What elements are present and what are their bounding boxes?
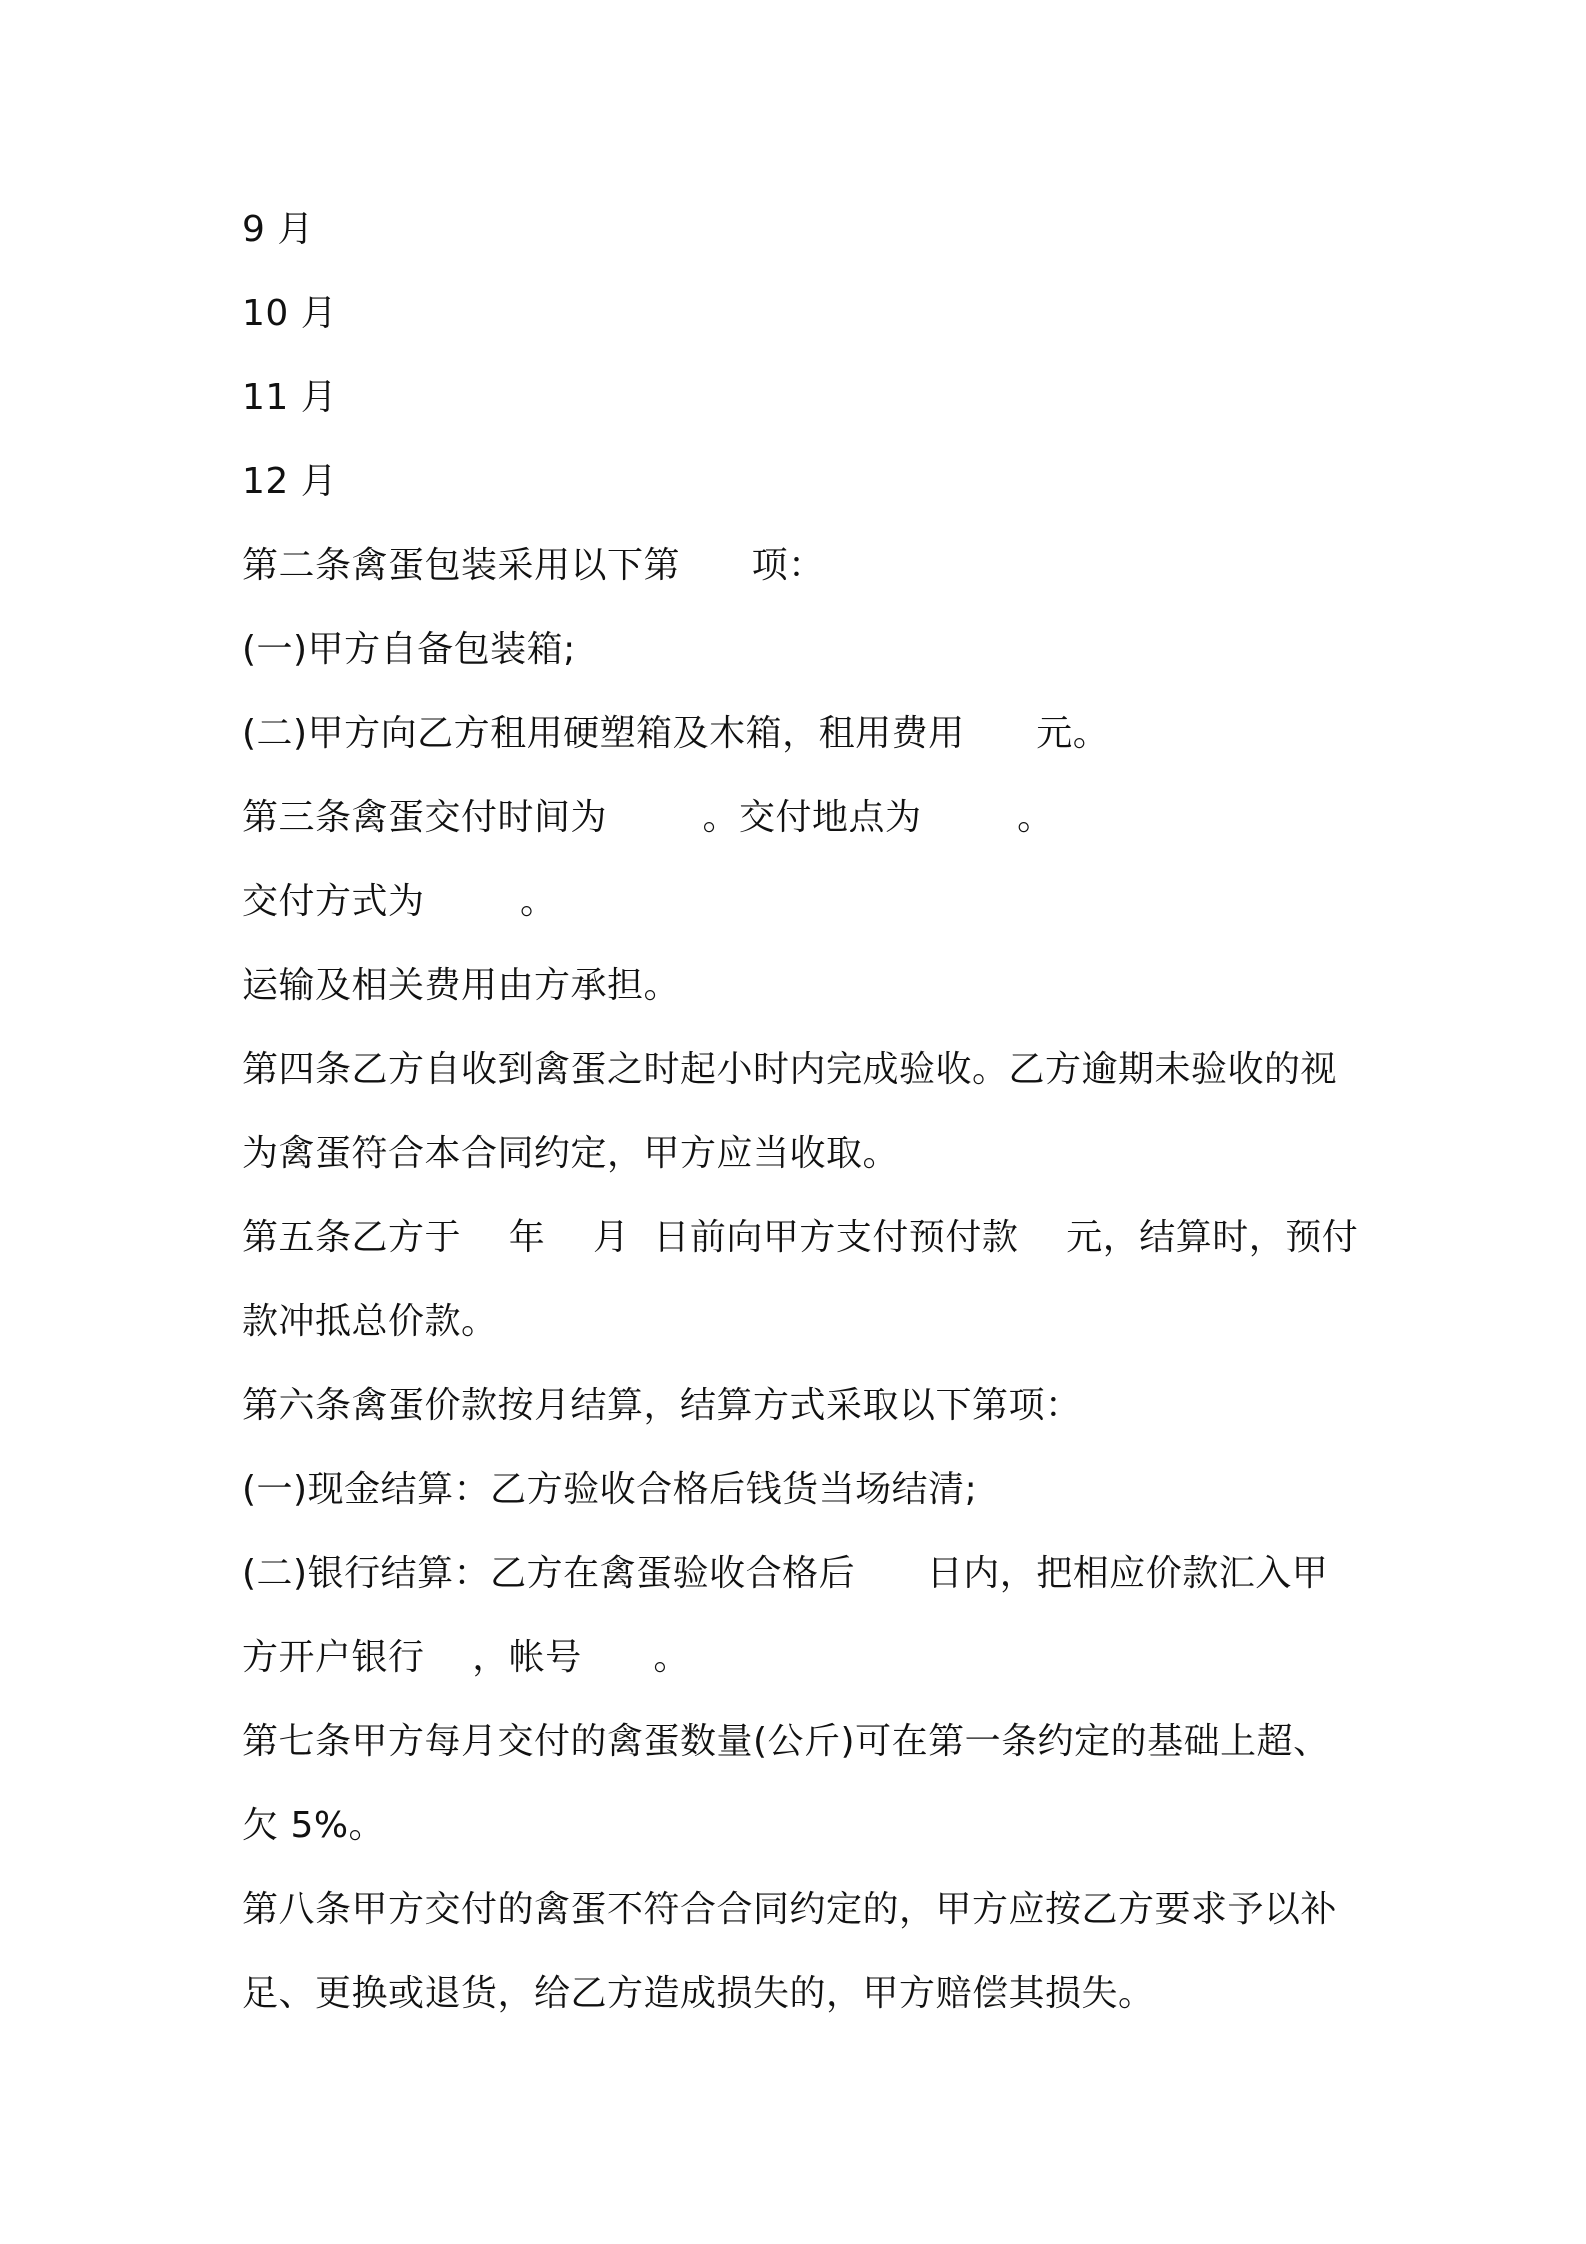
text-line: 款冲抵总价款。	[242, 1301, 498, 1342]
text-line: 第三条禽蛋交付时间为 。交付地点为 。	[242, 797, 1054, 838]
text-line: (二)银行结算：乙方在禽蛋验收合格后 日内，把相应价款汇入甲	[242, 1553, 1329, 1594]
text-line: (二)甲方向乙方租用硬塑箱及木箱，租用费用 元。	[242, 713, 1110, 754]
text-line: (一)甲方自备包装箱;	[242, 629, 576, 670]
text-line: 方开户银行 ，帐号 。	[242, 1637, 690, 1678]
text-line: 第六条禽蛋价款按月结算，结算方式采取以下第项：	[242, 1385, 1082, 1426]
text-line: 第五条乙方于 年 月 日前向甲方支付预付款 元，结算时，预付	[242, 1217, 1359, 1258]
text-line: 9 月	[242, 209, 314, 250]
text-line: 交付方式为 。	[242, 881, 557, 922]
text-line: 足、更换或退货，给乙方造成损失的，甲方赔偿其损失。	[242, 1973, 1155, 2014]
text-line: 欠 5%。	[242, 1805, 386, 1846]
text-line: 12 月	[242, 461, 338, 502]
text-line: (一)现金结算：乙方验收合格后钱货当场结清;	[242, 1469, 978, 1510]
text-line: 运输及相关费用由方承担。	[242, 965, 681, 1006]
text-line: 第四条乙方自收到禽蛋之时起小时内完成验收。乙方逾期未验收的视	[242, 1049, 1338, 1090]
text-line: 第七条甲方每月交付的禽蛋数量(公斤)可在第一条约定的基础上超、	[242, 1721, 1330, 1762]
text-line: 11 月	[242, 377, 338, 418]
text-line: 10 月	[242, 293, 338, 334]
text-line: 为禽蛋符合本合同约定，甲方应当收取。	[242, 1133, 900, 1174]
text-line: 第二条禽蛋包装采用以下第 项：	[242, 545, 825, 586]
text-line: 第八条甲方交付的禽蛋不符合合同约定的，甲方应按乙方要求予以补	[242, 1889, 1338, 1930]
